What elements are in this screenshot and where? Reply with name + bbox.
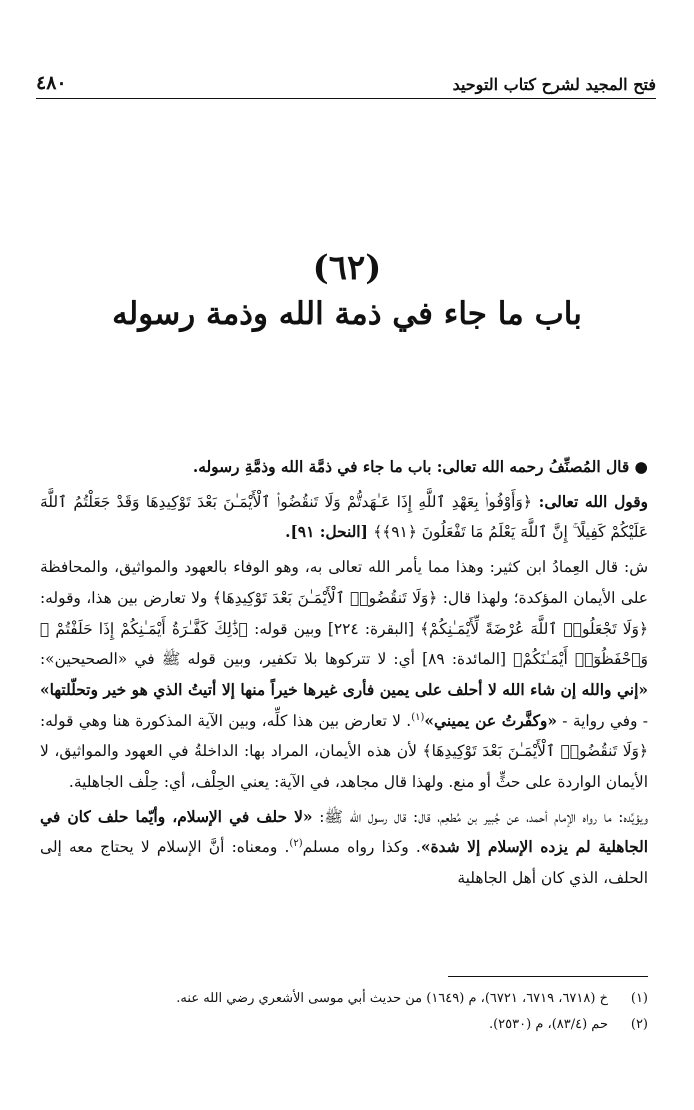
text-span: لأن هذه الأيمان، المراد بها: الداخلةُ في العهود والمواثيق، لا الأيمان الواردة على حثٍّ أو منع. ولهذا قال مجاهد، في الآية: يعني الحِلْف، أي: حِلْف الجاهلية. bbox=[40, 742, 648, 792]
text-span: ش: قال العِمادُ ابن كثير: وهذا مما يأمر الله تعالى به، وهو الوفاء بالعهود والمواثيق، والمحافظة على الأيمان المؤكدة؛ ولهذا قال: bbox=[40, 558, 648, 607]
hadith-quote: «وكفَّرتُ عن يميني» bbox=[424, 711, 557, 730]
footnote-marker: (١) bbox=[411, 711, 425, 723]
hadith-quote: «لا حلف في الإسلام، وأيّما حلف كان في الجاهلية لم يزده الإسلام إلا شدة» bbox=[40, 807, 649, 857]
footnote-text: حم (٨٣/٤)، م (٢٥٣٠). bbox=[488, 1017, 608, 1032]
text-span: . لا تعارض بين هذا كلِّه، وبين الآية المذكورة هنا وهي قوله: bbox=[40, 711, 412, 730]
author-statement: ● قال المُصنِّفُ رحمه الله تعالى: باب ما جاء في ذمَّة الله وذمَّةِ رسوله. bbox=[192, 458, 648, 476]
quran-verse: ﴿ذَٰلِكَ كَفَّـٰرَةُ أَيْمَـٰنِكُمْ إِذَا حَلَفْتُمْ ۚ وَٱحْفَظُوٓا۟ أَيْمَـٰنَكُمْ﴾ bbox=[40, 619, 648, 669]
body-text bbox=[40, 452, 648, 894]
footnote-marker: (٢) bbox=[289, 838, 303, 850]
verse-paragraph bbox=[40, 487, 648, 548]
page-header bbox=[36, 70, 656, 94]
footnote-number: (٢) bbox=[630, 1017, 648, 1032]
header-rule bbox=[36, 98, 656, 99]
page-number: ٤٨٠ bbox=[36, 72, 67, 94]
chapter-number: (٦٢) bbox=[312, 248, 382, 288]
quran-verse: ﴿وَأَوْفُوا۟ بِعَهْدِ ٱللَّهِ إِذَا عَـٰهَدتُّمْ وَلَا تَنقُضُوا۟ ٱلْأَيْمَـٰنَ بَعْدَ تَوْكِيدِهَا وَقَدْ جَعَلْتُمُ ٱللَّهَ عَلَيْكُمْ كَفِيلًا ۚ إِنَّ ٱللَّهَ يَعْلَمُ مَا تَفْعَلُونَ ﴿٩١﴾﴾ bbox=[40, 492, 648, 542]
text-span: [المائدة: ٨٩] أي: لا تتركوها بلا تكفير، وبين قوله ﷺ في «الصحيحين»: bbox=[40, 650, 514, 669]
text-span: . ومعناه: أنَّ الإسلام لا يحتاج معه إلى الحلف، الذي كان أهل الجاهلية bbox=[40, 838, 648, 888]
quran-verse: ﴿وَلَا تَنقُضُوا۟ ٱلْأَيْمَـٰنَ بَعْدَ تَوْكِيدِهَا﴾ bbox=[212, 588, 438, 607]
footnote-text: خ (٦٧١٨، ٦٧١٩، ٦٧٢١)، م (١٦٤٩) من حديث أبي موسى الأشعري رضي الله عنه. bbox=[176, 991, 608, 1006]
footnotes bbox=[40, 986, 648, 1038]
verse-reference: [النحل: ٩١]. bbox=[285, 523, 374, 542]
chapter-title: باب ما جاء في ذمة الله وذمة رسوله bbox=[112, 296, 582, 332]
footnote bbox=[40, 986, 648, 1012]
quran-verse: ﴿وَلَا تَنقُضُوا۟ ٱلْأَيْمَـٰنَ بَعْدَ تَوْكِيدِهَا﴾ bbox=[422, 742, 648, 761]
commentary-paragraph bbox=[40, 552, 648, 798]
text-span: . وكذا رواه مسلم bbox=[302, 838, 421, 857]
text-span: ويؤيِّده: ما رواه الإمام أحمد، عن جُبير بن مُطعِم، قال: قال رسول الله ﷺ: bbox=[312, 807, 648, 826]
quran-verse: ﴿وَلَا تَجْعَلُوا۟ ٱللَّهَ عُرْضَةً لِّأَيْمَـٰنِكُمْ﴾ bbox=[420, 619, 648, 638]
footnote bbox=[40, 1012, 648, 1038]
text-span: - وفي رواية - bbox=[556, 711, 649, 730]
supporting-paragraph bbox=[40, 802, 648, 894]
footnote-rule bbox=[448, 976, 648, 977]
text-span: [البقرة: ٢٢٤] وبين قوله: bbox=[247, 619, 421, 638]
hadith-quote: «إني والله إن شاء الله لا أحلف على يمين فأرى غيرها خيراً منها إلا أتيتُ الذي هو خير وتحلّلتها» bbox=[40, 680, 648, 699]
footnote-number: (١) bbox=[630, 991, 648, 1006]
running-title: فتح المجيد لشرح كتاب التوحيد bbox=[452, 75, 656, 94]
intro-text: وقول الله تعالى: bbox=[531, 492, 648, 511]
text-span: ولا تعارض بين هذا، وقوله: bbox=[40, 588, 213, 607]
